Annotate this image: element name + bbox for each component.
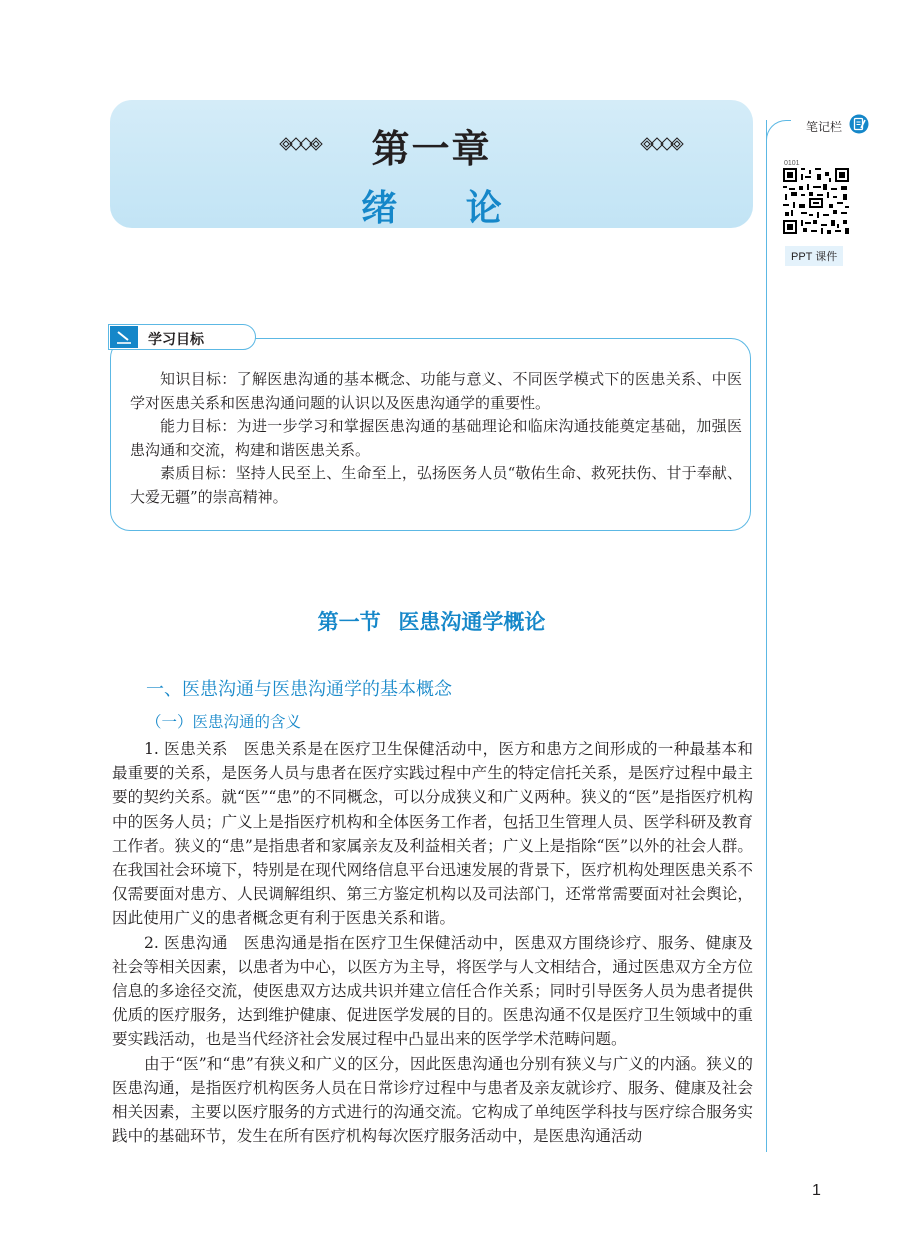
chapter-number: 第一章 [371, 126, 492, 171]
subheading: 一、医患沟通与医患沟通学的基本概念 [146, 679, 452, 700]
objectives-list [130, 368, 742, 509]
diamond-ornament-icon [639, 134, 687, 154]
objective-quality: 素质目标：坚持人民至上、生命至上，弘扬医务人员“敬佑生命、救死扶伤、甘于奉献、大爱无疆”的崇高精神。 [130, 464, 742, 506]
objective-knowledge: 知识目标：了解医患沟通的基本概念、功能与意义、不同医学模式下的医患关系、中医学对医患关系和医患沟通问题的认识以及医患沟通学的重要性。 [130, 370, 742, 412]
ppt-courseware-label[interactable]: PPT 课件 [785, 246, 843, 266]
chapter-banner [110, 100, 753, 228]
page-number: 1 [812, 1182, 821, 1199]
note-column-divider [766, 120, 767, 1152]
paragraph: 由于“医”和“患”有狭义和广义的区分，因此医患沟通也分别有狭义与广义的内涵。狭义的医患沟通，是指医疗机构医务人员在日常诊疗过程中与患者及亲友就诊疗、服务、健康及社会相关因素，主要以医疗服务的方式进行的沟通交流。它构成了单纯医学科技与医疗综合服务实践中的基础环节，发生在所有医疗机构每次医疗服务活动中，是医患沟通活动 [112, 1054, 753, 1146]
note-column-corner [766, 120, 791, 145]
chapter-title: 绪 论 [361, 187, 530, 229]
subsubheading: （一）医患沟通的含义 [146, 714, 302, 731]
pencil-icon [110, 326, 138, 348]
paragraph: 1. 医患关系 医患关系是在医疗卫生保健活动中，医方和患方之间形成的一种最基本和最重要的关系，是医务人员与患者在医疗实践过程中产生的特定信托关系，是医疗过程中最主要的契约关系。就“医”“患”的不同概念，可以分成狭义和广义两种。狭义的“医”是指医疗机构中的医务人员；广义上是指医疗机构和全体医务工作者，包括卫生管理人员、医学科研及教育工作者。狭义的“患”是指患者和家属亲友及利益相关者；广义上是指除“医”以外的社会人群。在我国社会环境下，特别是在现代网络信息平台迅速发展的背景下，医疗机构处理医患关系不仅需要面对患方、人民调解组织、第三方鉴定机构以及司法部门，还常常需要面对社会舆论，因此使用广义的患者概念更有利于医患关系和谐。 [112, 740, 753, 928]
qr-id: 0101 [784, 160, 800, 167]
section-title: 第一节 医患沟通学概论 [317, 611, 546, 634]
qr-code[interactable] [783, 168, 849, 234]
objectives-label: 学习目标 [148, 331, 204, 347]
objective-ability: 能力目标：为进一步学习和掌握医患沟通的基础理论和临床沟通技能奠定基础，加强医患沟通和交流，构建和谐医患关系。 [130, 417, 742, 459]
body-text [112, 737, 753, 1148]
paragraph: 2. 医患沟通 医患沟通是指在医疗卫生保健活动中，医患双方围绕诊疗、服务、健康及社会等相关因素，以患者为中心，以医方为主导，将医学与人文相结合，通过医患双方全方位信息的多途径交流，使医患双方达成共识并建立信任合作关系；同时引导医务人员为患者提供优质的医疗服务，达到维护健康、促进医学发展的目的。医患沟通不仅是医疗卫生领域中的重要实践活动，也是当代经济社会发展过程中凸显出来的医学学术范畴问题。 [112, 933, 753, 1049]
note-column-label: 笔记栏 [806, 120, 843, 134]
pen-note-icon [849, 114, 869, 134]
